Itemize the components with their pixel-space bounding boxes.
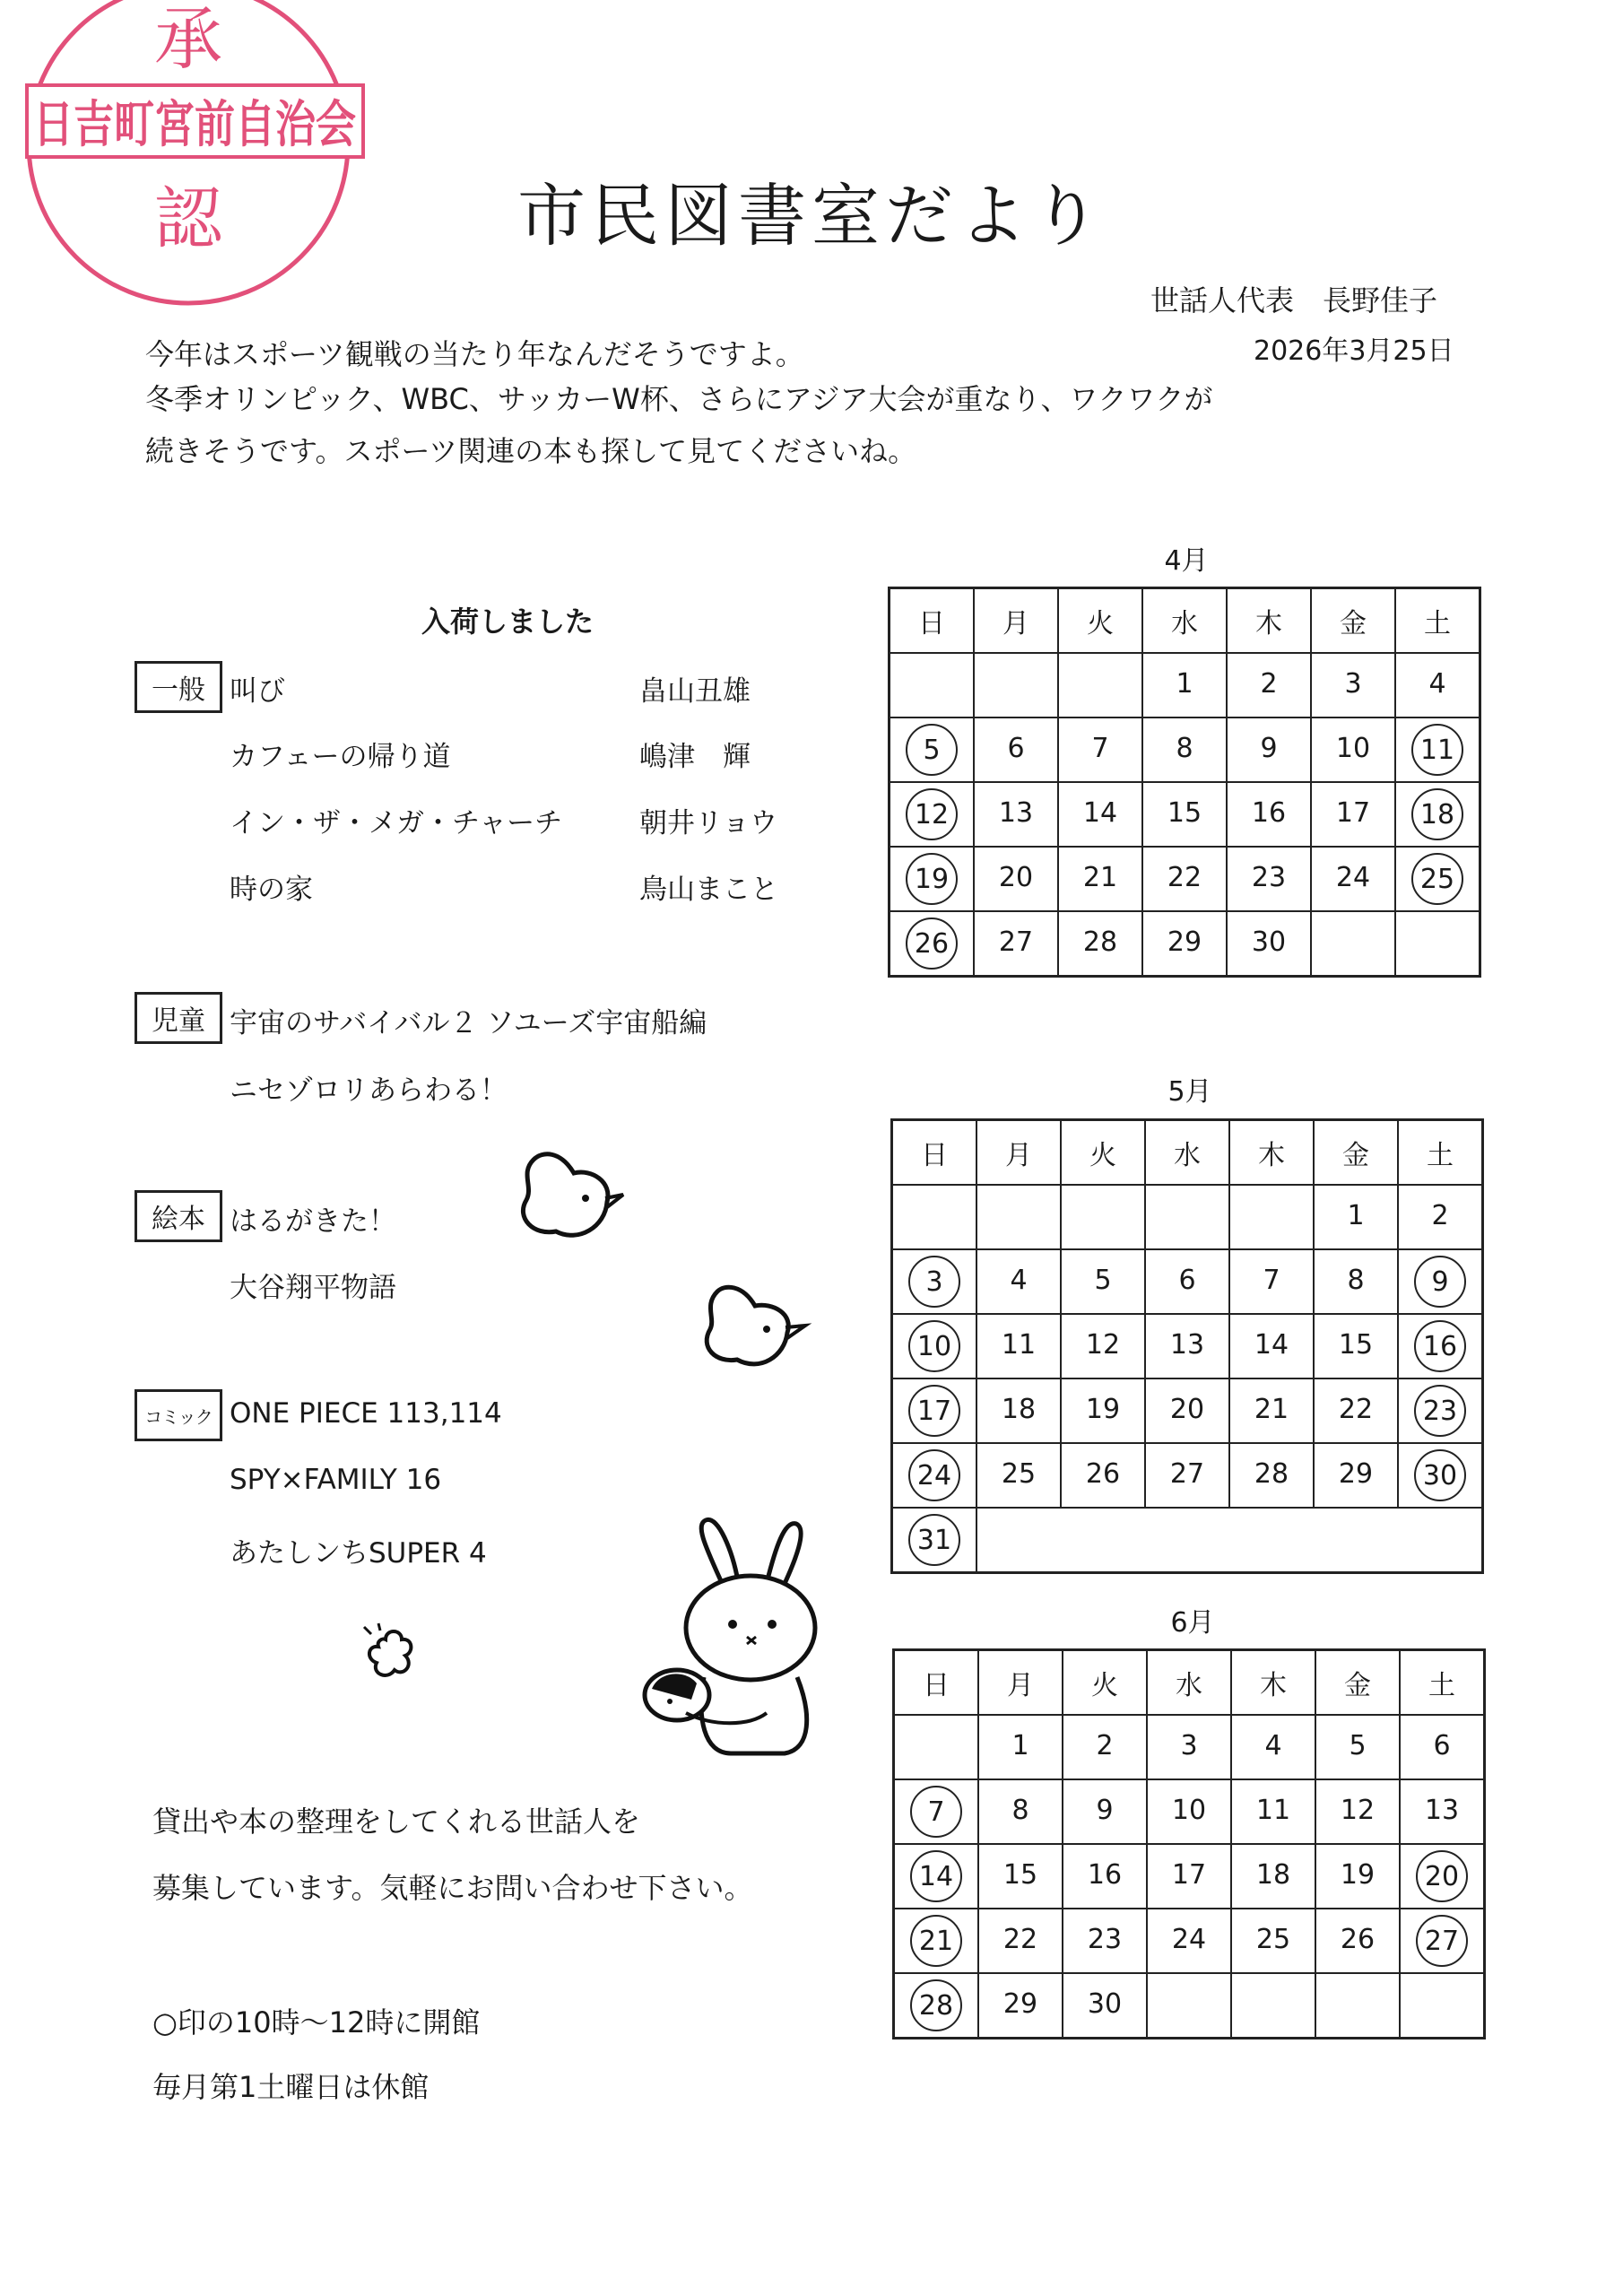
day-cell [894,1973,979,2039]
day-cell [978,1779,1063,1844]
recruit-line: 募集しています。気軽にお問い合わせ下さい。 [152,1871,753,1905]
month-label: 6月 [1170,1607,1215,1639]
day-cell [894,1715,979,1779]
weekday-label: 木 [1231,1650,1315,1716]
day-number: 2 [1431,1200,1449,1231]
day-cell [1395,653,1480,718]
open-day-number: 21 [910,1915,962,1967]
day-number: 8 [1011,1795,1029,1826]
day-cell [1315,1973,1400,2039]
week-row [892,1314,1483,1378]
day-number: 22 [1338,1394,1374,1425]
day-number: 19 [1085,1394,1121,1425]
day-cell [1227,847,1311,911]
day-number: 6 [1007,733,1025,764]
page-title: 市民図書室だより [517,176,1106,256]
day-number: 18 [1255,1859,1291,1891]
day-number: 17 [1335,797,1371,829]
day-number: 26 [1085,1458,1121,1490]
category-label: 児童 [135,992,222,1044]
day-number: 30 [1087,1988,1123,2020]
week-row [890,653,1480,718]
day-number: 4 [1264,1730,1282,1761]
recruit-line: 貸出や本の整理をしてくれる世話人を [152,1805,641,1839]
day-number: 12 [1340,1795,1376,1826]
day-number: 27 [998,926,1034,958]
day-number: 15 [1002,1859,1038,1891]
day-cell [1058,911,1142,977]
day-number: 20 [1169,1394,1205,1425]
day-cell [1231,1909,1315,1973]
open-day-number: 9 [1414,1256,1466,1308]
weekday-label: 火 [1063,1650,1147,1716]
day-cell [1231,1779,1315,1844]
day-cell [894,1909,979,1973]
open-day-number: 16 [1414,1320,1466,1372]
day-cell [1227,653,1311,718]
day-cell [1231,1973,1315,2039]
week-row [892,1378,1483,1443]
weekday-label: 月 [978,1650,1063,1716]
day-cell [974,653,1058,718]
day-cell [1227,911,1311,977]
weekday-label: 金 [1311,588,1395,654]
week-row [892,1508,1483,1573]
day-cell [1314,1185,1398,1249]
arrivals-heading: 入荷しました [421,604,595,639]
day-cell [1314,1249,1398,1314]
day-cell [976,1314,1061,1378]
day-number: 21 [1254,1394,1289,1425]
day-cell [978,1973,1063,2039]
day-number: 20 [998,862,1034,893]
weekday-label: 土 [1400,1650,1485,1716]
book-title: はるがきた！ [230,1205,396,1238]
open-day-number: 17 [908,1385,960,1437]
open-day-number: 23 [1414,1385,1466,1437]
week-row [894,1973,1485,2039]
day-cell [894,1844,979,1909]
day-cell [1147,1973,1231,2039]
day-cell [1061,1185,1145,1249]
day-number: 27 [1169,1458,1205,1490]
book-author: 畠山丑雄 [639,675,751,708]
week-row [890,911,1480,977]
day-cell [1395,718,1480,782]
weekday-label: 日 [890,588,975,654]
calendar-may [890,1118,1484,1574]
day-cell [1400,1779,1485,1844]
day-number: 29 [1338,1458,1374,1490]
day-cell [890,653,975,718]
day-number: 29 [1002,1988,1038,2020]
day-number: 16 [1251,797,1287,829]
day-cell [1231,1844,1315,1909]
open-day-number: 18 [1411,788,1463,840]
closing-note: 毎月第1土曜日は休館 [152,2070,430,2104]
day-cell [976,1443,1061,1508]
day-number: 16 [1087,1859,1123,1891]
day-cell [1231,1715,1315,1779]
day-cell [1398,1185,1483,1249]
book-author: 鳥山まこと [639,874,778,906]
weekday-label: 火 [1061,1120,1145,1186]
day-cell [1142,653,1227,718]
approval-stamp [18,0,359,314]
day-cell [1229,1314,1314,1378]
day-cell [1311,782,1395,847]
book-title: あたしンちSUPER 4 [230,1537,487,1570]
day-number: 28 [1082,926,1118,958]
empty-day [1314,1508,1398,1573]
day-number: 7 [1091,733,1109,764]
book-title: SPY×FAMILY 16 [230,1464,442,1496]
day-number: 28 [1254,1458,1289,1490]
day-number: 4 [1010,1265,1028,1296]
day-number: 6 [1433,1730,1451,1761]
open-day-number: 10 [908,1320,960,1372]
day-cell [974,847,1058,911]
open-day-number: 30 [1414,1449,1466,1501]
day-number: 1 [1347,1200,1365,1231]
open-day-number: 5 [906,724,958,776]
week-row [892,1249,1483,1314]
open-day-number: 12 [906,788,958,840]
open-day-number: 14 [910,1850,962,1902]
weekday-label: 木 [1227,588,1311,654]
day-number: 10 [1171,1795,1207,1826]
day-cell [892,1314,977,1378]
open-day-number: 28 [910,1979,962,2031]
author: 世話人代表 長野佳子 [1150,283,1438,317]
day-cell [1315,1779,1400,1844]
day-number: 6 [1178,1265,1196,1296]
day-cell [1142,782,1227,847]
day-cell [1398,1249,1483,1314]
day-cell [1315,1844,1400,1909]
day-cell [976,1249,1061,1314]
open-day-number: 11 [1411,724,1463,776]
day-cell [1063,1973,1147,2039]
category-label: コミック [135,1389,222,1441]
day-cell [1061,1314,1145,1378]
weekday-header-row [892,1120,1483,1186]
open-day-number: 27 [1416,1915,1468,1967]
day-cell [978,1844,1063,1909]
book-title: イン・ザ・メガ・チャーチ [230,807,563,839]
weekday-label: 水 [1147,1650,1231,1716]
day-number: 23 [1087,1924,1123,1955]
flower-illustration [359,1622,430,1693]
day-cell [1315,1909,1400,1973]
day-number: 12 [1085,1329,1121,1361]
book-title: 宇宙のサバイバル２ ソユーズ宇宙船編 [230,1007,707,1039]
week-row [890,847,1480,911]
weekday-label: 木 [1229,1120,1314,1186]
day-cell [1398,1378,1483,1443]
day-cell [1395,782,1480,847]
day-cell [976,1185,1061,1249]
day-cell [1229,1443,1314,1508]
open-day-number: 3 [908,1256,960,1308]
stamp-bottom: 認 [154,178,222,258]
day-cell [1229,1378,1314,1443]
day-cell [1395,847,1480,911]
weekday-header-row [890,588,1480,654]
day-number: 25 [1255,1924,1291,1955]
week-row [894,1715,1485,1779]
day-number: 2 [1260,668,1278,700]
day-number: 15 [1167,797,1202,829]
weekday-header-row [894,1650,1485,1716]
day-number: 5 [1094,1265,1112,1296]
intro-line: 冬季オリンピック、WBC、サッカーW杯、さらにアジア大会が重なり、ワクワクが [145,382,1213,416]
day-cell [890,847,975,911]
week-row [894,1909,1485,1973]
day-number: 4 [1428,668,1446,700]
day-cell [1395,911,1480,977]
day-number: 22 [1002,1924,1038,1955]
day-number: 17 [1171,1859,1207,1891]
bird-illustration [507,1137,632,1263]
book-title: 叫び [230,675,285,708]
day-cell [1063,1909,1147,1973]
day-number: 22 [1167,862,1202,893]
weekday-label: 土 [1395,588,1480,654]
day-cell [1311,847,1395,911]
day-number: 1 [1176,668,1193,700]
day-cell [1147,1909,1231,1973]
day-cell [1398,1314,1483,1378]
day-number: 3 [1344,668,1362,700]
day-cell [1314,1443,1398,1508]
day-cell [978,1715,1063,1779]
day-number: 5 [1349,1730,1367,1761]
day-cell [1061,1249,1145,1314]
open-day-number: 31 [908,1514,960,1566]
day-cell [892,1508,977,1573]
weekday-label: 金 [1315,1650,1400,1716]
day-cell [1400,1909,1485,1973]
week-row [890,718,1480,782]
day-cell [1061,1443,1145,1508]
book-author: 朝井リョウ [639,807,778,839]
day-cell [1229,1249,1314,1314]
day-number: 18 [1001,1394,1037,1425]
open-day-number: 25 [1411,853,1463,905]
day-cell [1229,1185,1314,1249]
day-number: 8 [1347,1265,1365,1296]
open-day-number: 7 [910,1786,962,1838]
day-cell [1147,1779,1231,1844]
open-day-number: 26 [906,918,958,970]
day-cell [890,718,975,782]
day-cell [892,1185,977,1249]
day-cell [1227,782,1311,847]
day-cell [1063,1844,1147,1909]
empty-day [1061,1508,1145,1573]
day-cell [1400,1715,1485,1779]
day-number: 13 [998,797,1034,829]
day-number: 30 [1251,926,1287,958]
day-number: 3 [1180,1730,1198,1761]
bird-illustration [690,1274,816,1390]
open-day-number: 24 [908,1449,960,1501]
day-cell [1400,1973,1485,2039]
intro-line: 今年はスポーツ観戦の当たり年なんだそうですよ。 [145,337,804,371]
stamp-middle: 日吉町宮前自治会 [33,96,356,154]
day-cell [892,1249,977,1314]
day-number: 2 [1096,1730,1114,1761]
week-row [894,1779,1485,1844]
date: 2026年3月25日 [1254,335,1454,367]
day-number: 13 [1169,1329,1205,1361]
day-cell [1058,847,1142,911]
stamp-top: 承 [154,0,222,79]
weekday-label: 火 [1058,588,1142,654]
day-cell [1058,653,1142,718]
day-cell [1315,1715,1400,1779]
weekday-label: 水 [1145,1120,1229,1186]
day-number: 23 [1251,862,1287,893]
day-cell [892,1443,977,1508]
day-number: 9 [1260,733,1278,764]
day-cell [978,1909,1063,1973]
day-cell [892,1378,977,1443]
empty-day [1398,1508,1483,1573]
book-title: 大谷翔平物語 [230,1272,396,1304]
day-cell [1058,718,1142,782]
open-day-number: 20 [1416,1850,1468,1902]
month-label: 4月 [1164,545,1209,577]
day-cell [1314,1314,1398,1378]
day-cell [1063,1779,1147,1844]
book-title: ONE PIECE 113,114 [230,1397,502,1430]
day-cell [1147,1844,1231,1909]
day-cell [1227,718,1311,782]
weekday-label: 日 [892,1120,977,1186]
day-cell [1058,782,1142,847]
day-cell [974,782,1058,847]
day-number: 9 [1096,1795,1114,1826]
intro-line: 続きそうです。スポーツ関連の本も探して見てくださいね。 [145,434,917,468]
day-number: 1 [1011,1730,1029,1761]
day-cell [1311,911,1395,977]
day-cell [1142,847,1227,911]
book-title: カフェーの帰り道 [230,741,451,773]
day-number: 14 [1254,1329,1289,1361]
day-number: 25 [1001,1458,1037,1490]
day-cell [974,911,1058,977]
day-number: 11 [1001,1329,1037,1361]
weekday-label: 月 [976,1120,1061,1186]
week-row [892,1185,1483,1249]
day-cell [1400,1844,1485,1909]
empty-day [1229,1508,1314,1573]
book-title: 時の家 [230,874,313,906]
empty-day [1145,1508,1229,1573]
day-cell [1142,911,1227,977]
day-number: 7 [1263,1265,1280,1296]
weekday-label: 水 [1142,588,1227,654]
day-cell [890,782,975,847]
day-cell [1145,1378,1229,1443]
day-cell [1142,718,1227,782]
day-cell [1145,1314,1229,1378]
day-number: 15 [1338,1329,1374,1361]
book-title: ニセゾロリあらわる！ [230,1074,508,1107]
weekday-label: 月 [974,588,1058,654]
day-cell [976,1378,1061,1443]
category-label: 一般 [135,661,222,713]
day-number: 21 [1082,862,1118,893]
day-cell [1145,1249,1229,1314]
day-cell [890,911,975,977]
day-cell [1145,1185,1229,1249]
week-row [892,1443,1483,1508]
day-cell [1398,1443,1483,1508]
weekday-label: 土 [1398,1120,1483,1186]
calendar-june [892,1648,1486,2039]
day-cell [1311,653,1395,718]
opening-note: ○印の10時～12時に開館 [152,2005,481,2039]
day-number: 11 [1255,1795,1291,1826]
day-cell [1147,1715,1231,1779]
rabbit-illustration [632,1511,856,1767]
day-cell [1314,1378,1398,1443]
day-cell [1063,1715,1147,1779]
day-cell [974,718,1058,782]
month-label: 5月 [1167,1076,1212,1108]
day-number: 24 [1335,862,1371,893]
category-label: 絵本 [135,1190,222,1242]
week-row [890,782,1480,847]
weekday-label: 日 [894,1650,979,1716]
day-cell [1145,1443,1229,1508]
open-day-number: 19 [906,853,958,905]
day-cell [894,1779,979,1844]
day-number: 29 [1167,926,1202,958]
book-author: 嶋津 輝 [639,741,751,773]
day-cell [1061,1378,1145,1443]
day-number: 19 [1340,1859,1376,1891]
week-row [894,1844,1485,1909]
day-cell [1311,718,1395,782]
weekday-label: 金 [1314,1120,1398,1186]
day-number: 8 [1176,733,1193,764]
empty-day [976,1508,1061,1573]
day-number: 26 [1340,1924,1376,1955]
day-number: 13 [1424,1795,1460,1826]
day-number: 10 [1335,733,1371,764]
day-number: 14 [1082,797,1118,829]
calendar-april [888,587,1481,978]
day-number: 24 [1171,1924,1207,1955]
